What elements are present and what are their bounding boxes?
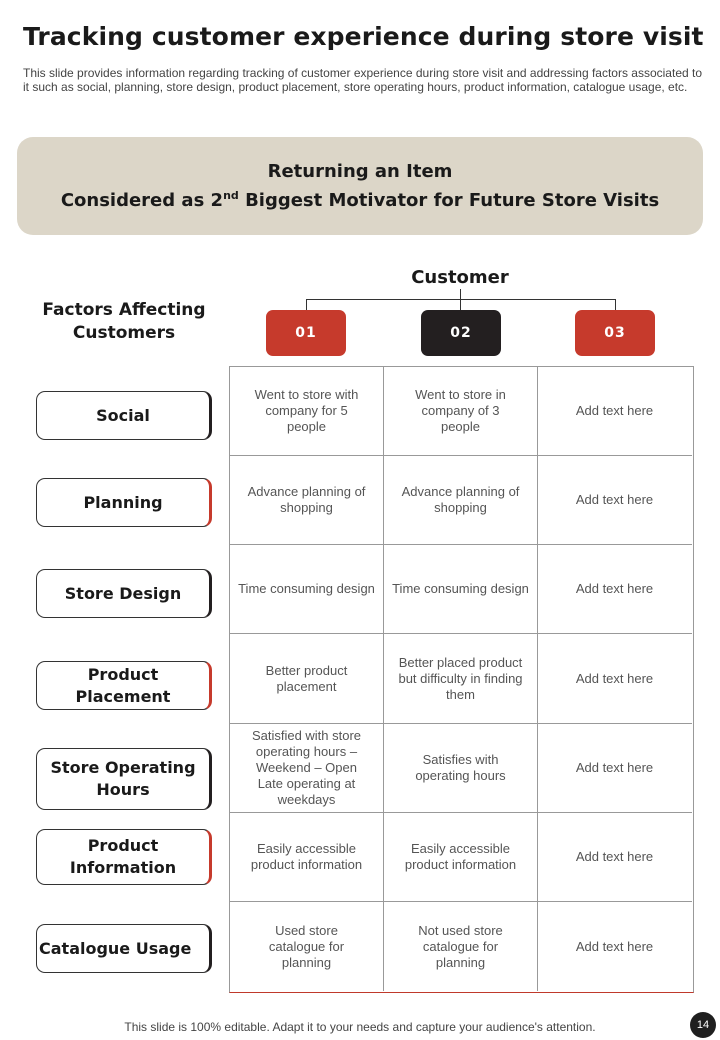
customer-label: Customer	[411, 267, 509, 288]
table-cell: Time consuming design	[392, 581, 529, 596]
table-cell: Not used store catalogue for planning	[418, 922, 503, 970]
table-cell: Satisfies with operating hours	[415, 752, 506, 783]
table-cell: Add text here	[575, 403, 654, 418]
table-cell: Used store catalogue for planning	[268, 922, 345, 970]
table-cell: Add text here	[575, 938, 654, 954]
connector-horizontal	[306, 299, 616, 300]
factor-social: Social	[36, 391, 212, 440]
page-description: This slide provides information regarding tracking of customer experience during store visit and addressing factors associated to it such as social, planning, store design, product placement, store operating hours, product information, catalogue usage, etc.	[23, 66, 703, 94]
table-cell: Advance planning of shopping	[247, 484, 366, 515]
table-cell: Time consuming design	[238, 581, 375, 596]
page-title: Tracking customer experience during store visit	[23, 22, 704, 51]
connector-vertical-top	[460, 289, 461, 299]
highlight-banner	[17, 137, 703, 235]
factor-store-design: Store Design	[36, 569, 212, 618]
connector-drop-02	[460, 299, 461, 310]
table-cell: Went to store with company for 5 people	[254, 387, 359, 434]
connector-drop-03	[615, 299, 616, 310]
factors-label: Factors Affecting Customers	[42, 300, 206, 343]
table-cell: Add text here	[575, 849, 654, 864]
footer-note: This slide is 100% editable. Adapt it to your needs and capture your audience's attention.	[124, 1020, 596, 1034]
table-cell: Better product placement	[265, 662, 348, 694]
table-cell: Satisfied with store operating hours – Weekend – Open Late operating at weekdays	[251, 728, 362, 807]
banner-line-2-prefix: Considered as 2	[60, 190, 224, 211]
factor-catalogue-usage: Catalogue Usage	[36, 924, 212, 973]
table-cell: Add text here	[575, 670, 654, 686]
connector-drop-01	[306, 299, 307, 310]
factor-planning: Planning	[36, 478, 212, 527]
page-number: 14	[690, 1012, 716, 1038]
banner-line-1: Returning an Item	[267, 161, 453, 182]
table-cell: Went to store in company of 3 people	[415, 387, 506, 434]
column-header-03: 03	[575, 310, 655, 356]
table-cell: Advance planning of shopping	[401, 484, 520, 515]
table-cell: Add text here	[575, 760, 654, 775]
column-header-01: 01	[266, 310, 346, 356]
factor-product-placement: Product Placement	[36, 661, 212, 710]
table-cell: Easily accessible product information	[404, 841, 517, 872]
banner-line-2-superscript: nd	[223, 189, 239, 202]
table-cell: Add text here	[575, 492, 654, 507]
column-header-02: 02	[421, 310, 501, 356]
table-cell: Easily accessible product information	[250, 841, 363, 872]
factor-store-operating-hours: Store Operating Hours	[36, 748, 212, 810]
banner-line-2	[17, 189, 703, 211]
table-cell: Better placed product but difficulty in finding them	[398, 654, 523, 702]
banner-line-2-suffix: Biggest Motivator for Future Store Visits	[238, 190, 660, 211]
factor-product-information: Product Information	[36, 829, 212, 885]
table-cell: Add text here	[575, 581, 654, 596]
